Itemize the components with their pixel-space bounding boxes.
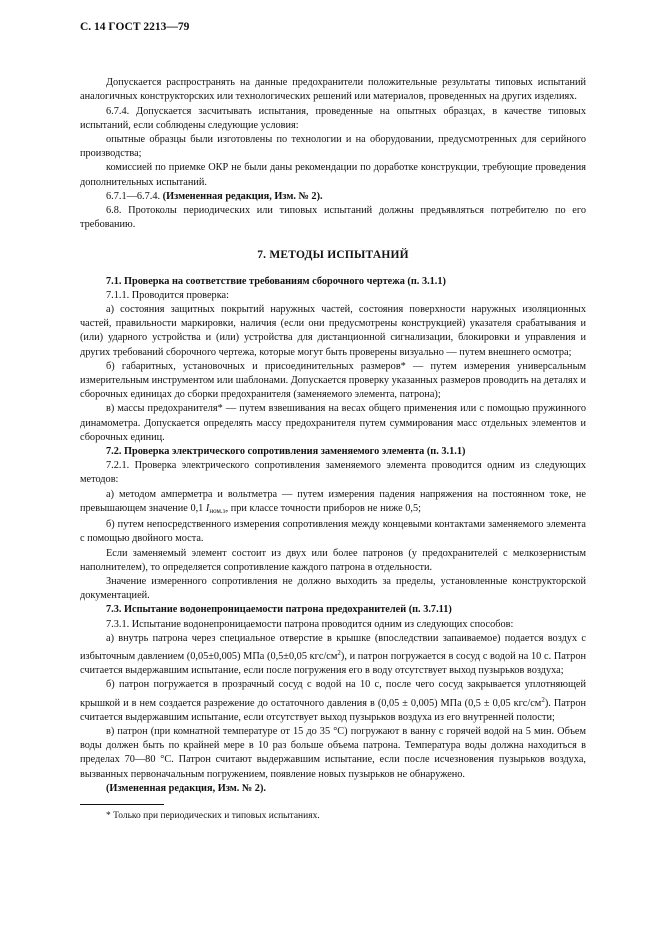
paragraph: опытные образцы были изготовлены по технологии и на оборудовании, предусмотренных для серийного производства; (80, 134, 586, 160)
text-run: , при классе точности приборов не ниже 0,5; (225, 502, 421, 514)
paragraph (80, 678, 586, 725)
paragraph: б) путем непосредственного измерения сопротивления между концевыми контактами заменяемого элемента с помощью двойного моста. (80, 519, 586, 545)
paragraph: в) массы предохранителя* — путем взвешивания на весах общего применения или с помощью пружинного динамометра. Допускается определять массу предохранителя путем суммирования масс отдельных элементов и сборочных единиц. (80, 403, 586, 443)
amendment-text: (Измененная редакция, Изм. № 2). (162, 190, 323, 202)
paragraph (80, 488, 586, 518)
formula-subscript: ном.э (209, 506, 226, 515)
footnote: * Только при периодических и типовых испытаниях. (106, 810, 320, 821)
paragraph: Значение измеренного сопротивления не должно выходить за пределы, установленные конструкторской документацией. (80, 575, 586, 602)
paragraph: 7.2.1. Проверка электрического сопротивления заменяемого элемента проводится одним из следующих методов: (80, 460, 586, 486)
paragraph (80, 632, 586, 679)
paragraph: комиссией по приемке ОКР не были даны рекомендации по доработке конструкции, требующие проведения дополнительных испытаний. (80, 162, 586, 188)
paragraph: а) состояния защитных покрытий наружных частей, состояния поверхности наружных изоляционных частей, правильности маркировки, наличия (если они предусмотрены конструкцией) указателя срабатывания и (или) ударного устройства и (или) устройства для дистанционной сигнализации, блокировки и управления и других требований сборочного чертежа, которые могут быть проверены визуально — путем внешнего осмотра; (80, 304, 586, 358)
subsection-heading: 7.2. Проверка электрического сопротивления заменяемого элемента (п. 3.1.1) (106, 446, 466, 458)
amendment-clauses: 6.7.1—6.7.4. (106, 190, 161, 202)
paragraph: в) патрон (при комнатной температуре от 15 до 35 °С) погружают в ванну с горячей водой на 5 мин. Объем воды должен быть по крайней мере в 10 раз больше объема патрона. Температура воды должна находиться в пределах 70—80 °С. Патрон считают выдержавшим испытание, если после исчезновения пузырьков воздуха, вызванных первоначальным погружением, появление новых пузырьков не обнаружено. (80, 725, 586, 780)
subsection-heading: 7.1. Проверка на соответствие требованиям сборочного чертежа (п. 3.1.1) (106, 275, 446, 287)
superscript: 2 (337, 648, 341, 657)
page-header: С. 14 ГОСТ 2213—79 (80, 21, 190, 33)
paragraph: 6.7.4. Допускается засчитывать испытания, проведенные на опытных образцах, в качестве типовых испытаний, если соблюдены следующие условия: (80, 105, 586, 131)
footnote-divider (80, 804, 164, 805)
paragraph: 6.8. Протоколы периодических или типовых испытаний должны предъявляться потребителю по его требованию. (80, 205, 586, 231)
section-title: 7. МЕТОДЫ ИСПЫТАНИЙ (257, 249, 409, 262)
paragraph: б) габаритных, установочных и присоединительных размеров* — путем измерения универсальным измерительным инструментом или шаблонами. Допускается проверку указанных размеров проводить на деталях и сборочных единицах до сборки предохранителя (заменяемого элемента, патрона); (80, 360, 586, 401)
amendment-note: (Измененная редакция, Изм. № 2). (106, 782, 266, 794)
text-run: б) патрон погружается в прозрачный сосуд с водой на 10 с, после чего сосуд закрывается уплотняющей крышкой и в нем создается разрежение до остаточного давления в (0,05 ± 0,005) МПа (0,5 ± 0,05 кгс/см (80, 679, 586, 709)
text-run: ), и патрон погружается в сосуд с водой на 10 с. Патрон считается выдержавшим испытание, если после погружения его в воду отсутствует выход пузырьков воздуха; (80, 650, 586, 677)
paragraph: Если заменяемый элемент состоит из двух или более патронов (у предохранителей с мелкозернистым наполнителем), то определяется сопротивление каждого патрона в отдельности. (80, 547, 586, 573)
formula-symbol: I (205, 502, 210, 514)
paragraph: 7.3.1. Испытание водонепроницаемости патрона проводится одним из следующих способов: (106, 618, 514, 630)
paragraph: Допускается распространять на данные предохранители положительные результаты типовых испытаний аналогичных конструкторских или технологических решений или материалов, проведенных на других изделиях. (80, 77, 586, 103)
text-run: а) внутрь патрона через специальное отверстие в крышке (впоследствии запаиваемое) подается воздух с избыточным давлением (0,05±0,005) МПа (0,5±0,05 кгс/см (80, 632, 586, 662)
superscript: 2 (541, 695, 545, 704)
amendment-note (80, 190, 586, 204)
text-run: а) методом амперметра и вольтметра — путем измерения падения напряжения на постоянном токе, не превышающем значение 0,1 (80, 488, 586, 514)
text-run: ). Патрон считается выдержавшим испытание, если отсутствует выход пузырьков воздуха из его внутренней полости; (80, 697, 586, 723)
paragraph: 7.1.1. Проводится проверка: (106, 289, 229, 301)
subsection-heading: 7.3. Испытание водонепроницаемости патрона предохранителей (п. 3.7.11) (106, 604, 452, 616)
document-page (80, 20, 586, 823)
